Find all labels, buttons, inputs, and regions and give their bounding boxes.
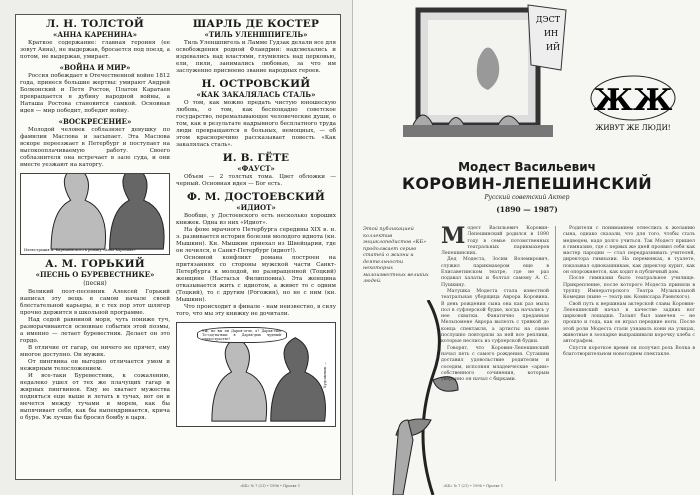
paragraph: Великий поэт-песенник Алексей Горький написал эту вещь в самом начале своей блестательной карьеры, и с тех пор этот шлягер прочно держится в школьной программе. <box>20 289 170 316</box>
person-role: Русский советский Актер <box>484 194 570 201</box>
speech-bubble: Уж, не вы ли Дарья-отче, а? Дарья-сын. То-сад-ва-ваш в Дарья-дых чудный-сладострастье! <box>197 327 287 343</box>
body-column-1 <box>441 223 549 383</box>
column-divider <box>555 226 556 481</box>
person-last-name: КОРОВИН-ЛЕПЕШИНСКИЙ <box>401 174 652 193</box>
body-column-2 <box>563 226 695 358</box>
logo-motto: ЖИВУТ ЖЕ ЛЮДИ! <box>595 124 671 132</box>
author-heading: ШАРЛЬ ДЕ КОСТЕР <box>192 18 320 30</box>
paragraph: Родители с пониманием отнеслись к желанию сына, однако сказали, что для того, чтобы стать медведем, надо долго учиться. Так Модест пришел в гимназию, где с первых же дней проявил себя как мастер пародии — стал передразнивать учителей, директора гимназии. На переменках, в туалете, показывал однокашникам, как директор курит, как он опорожняется, как ходит в публичный дом. <box>563 226 695 276</box>
paragraph: Вообще, у Достоевского есть несколько хороших книжек. Одна из них «Идиот». <box>176 213 336 226</box>
sign-text-1: ДЭСТ <box>536 15 561 24</box>
paragraph: Россия побеждает в Отечественной войне 1812 года, принеся большие жертвы: умирают Андрей Болконский и Петя Ростов, Платон Каратаев превращается в дубину народной войны, а Наташа Ростова становится самкой. Основная идея — мир победит, победит войну. <box>20 73 170 114</box>
paragraph: На фоне мрачного Петербурга середины XIX в. н. э. развивается история болезни молодого идиота (кн. Мышкин). Кн. Мышкин приехал из Швейцарии, где он лечился, в Санкт-Петербург (идиот!). <box>176 227 336 254</box>
page-footer: «КБ» № 7 (21) • 1996 • Проект 1 <box>443 484 504 488</box>
cartoon-side-caption: Художник ... <box>322 361 327 389</box>
paragraph: Над седой равниной моря, чуть пониже туч, разворачиваются основные события этой поэмы, а именно — летает буревестник. Делает он это гордо. <box>20 317 170 344</box>
paragraph: После гимназии было театральное училище. Прикрепление, после которого Модеста приняли в труппу Императорского Театра Музыкальной Комедии (ныне — театр им. Комиссара Раевского). <box>563 276 695 301</box>
work-title: «ТИЛЬ УЛЕНШПИГЕЛЬ» <box>204 30 308 39</box>
series-note: Этой публикацией коллектив энциклопедистов «КБ» продолжает серию статей о жизни и деятельности некоторых малоизвестных великих людей. <box>363 226 429 284</box>
right-page <box>352 0 700 495</box>
work-title: «КАК ЗАКАЛЯЛАСЬ СТАЛЬ» <box>196 90 316 99</box>
anna-karenina-cartoon <box>20 173 170 255</box>
paragraph: Матушка Модеста стала известной театральная уборщица Аврора Коровина. В день рождения сына она как раз мыла пол в суфлерской будке, когда начались у нее схватки. Фанатично преданная Мельпомене Аврора вылезть с трявкой до конца спектакля, а артисты на сцене послушно повторяли за ней все реплики, которые неслись из суфлерской будки. <box>441 288 549 345</box>
paragraph: О том, как можно предать чистую юношескую любовь, о том, как беспощадно советское государство, перемалывающее человеческие души, о том, как в результате надрывного бесплатного труда люди превращаются в больных, немощных, — об этом красноречиво рассказывает повесть «Как закалялась сталь». <box>176 100 336 148</box>
mirror-illustration <box>398 0 568 150</box>
sign-text-3: ИЙ <box>546 43 560 52</box>
author-heading: А. М. ГОРЬКИЙ <box>45 258 145 270</box>
paragraph: Молодой человек соблазняет девушку по фамилии Маслова и засыпает. Эта Маслова вскоре переезжает в Петербург и поступает на высокооплачиваемую работу. Своего соблазнителя она встречает в зале суда, и они вместе уезжают на каторгу. <box>20 127 170 168</box>
work-title: «ПЕСНЬ О БУРЕВЕСТНИКЕ» <box>35 270 155 279</box>
zhzh-logo <box>588 68 678 133</box>
right-column <box>176 15 336 431</box>
work-title: «АННА КАРЕНИНА» <box>52 30 138 39</box>
author-heading: И. В. ГЁТЕ <box>222 152 290 164</box>
sign-text-2: ИН <box>544 29 558 38</box>
paragraph: Дед Модеста, Зосим Волемирович, служил парикмахером еще в Елисаветинском театре, где не раз подавал халаты и болтал самому А. С. Пушкину. <box>441 257 549 288</box>
paragraph: От пингвина он выгодно отличается умом и нежирным телосложением. <box>20 359 170 372</box>
work-subtitle: (песня) <box>83 280 107 287</box>
work-title: «ИДИОТ» <box>236 203 276 212</box>
article-frame <box>15 14 341 480</box>
author-heading: Ф. М. ДОСТОЕВСКИЙ <box>186 191 326 203</box>
left-column <box>20 15 170 422</box>
logo-letters: ЖЖ <box>593 83 673 118</box>
paragraph: одест Васильевич Коровин-Лепешинский родился в 1890 году в семье потомственных театральных парикмахеров Лепешинских. <box>441 226 549 257</box>
person-years: (1890 — 1987) <box>496 205 558 214</box>
author-heading: Л. Н. ТОЛСТОЙ <box>46 18 144 30</box>
paragraph: Свой путь к вершинам актерской славы Коровин-Лепешинский начал в качестве задних ног цирковой лошадки. Талант был замечен — не прошло и года, как он играл передние ноги. После этой роли Модеста стали узнавать кони на улицах, животные в зоопарке выпрашивали корочку хлеба с автографом. <box>563 301 695 345</box>
drop-cap: М <box>441 223 466 249</box>
person-first-name: Модест Васильевич <box>458 160 596 174</box>
work-title: «ФАУСТ» <box>237 164 275 173</box>
idiot-cartoon <box>176 322 336 427</box>
paragraph: Спустя короткое время он получил роль Волка в благотворительном новогоднем спектакле. <box>563 345 695 357</box>
work-title: «ВОСКРЕСЕНИЕ» <box>58 117 132 126</box>
paragraph: Говорят, что Коровин-Лепешинский начал петь с самого рождения. Суташим доставил удовольствие родителям и соседям, исполняя младенческие «арии» собственного сочинения, которым уверенно он начал с бирками. <box>441 345 549 383</box>
author-heading: Н. ОСТРОВСКИЙ <box>201 78 311 90</box>
paragraph: Что происходит в финале - нам неизвестно, в силу того, что мы эту книжку не дочитали. <box>176 304 336 317</box>
paragraph: Тиль Уленшпигель и Ламме Гудзак делали все для освобождения родной Фландрии: надсмехались и издевались над властями, глумились над церковью, ели, пили, занимались любовью, за что им заслуженно присвоено звание народных героев. <box>176 40 336 74</box>
work-title: «ВОЙНА И МИР» <box>59 63 131 72</box>
cartoon-caption: Иллюстрация А. Бирюшенского к роману «Анна Каренина» <box>24 248 136 252</box>
page-footer: «КБ» № 7 (21) • 1996 • Проект 1 <box>240 484 301 488</box>
paragraph: В отличие от гагар, он ничего не прячет, ему многое доступно. Он мужик. <box>20 345 170 358</box>
paragraph: Краткое содержание: главная героиня (ее зовут Анна), не выдержав, бросается под поезд, а потом, не выдержав, умирает. <box>20 40 170 60</box>
paragraph: Основной конфликт романа построен на притязаниях со стороны мужской части Санкт-Петербурга к молодой, но развращенной (Тоцкий) женщине (Настасья Филипповна). Эта женщина отказывается жить с идиотом, а живет то с одним (Тоцкий), то с другим (Рогожин), но не с ним (кн. Мышкин). <box>176 255 336 303</box>
paragraph: И все-таки Буревестник, к сожалению, недалеко ушел от тех же плачущих гагар и жирных пингвинов. Ему не хватает мужества подняться еще выше и летать в тучах, вот он и мечется между тучами и морем, как бы выпячивает себя, как бы выпендривается, крича о буре. Уж лучше бы бросил бомбу в царя. <box>20 373 170 421</box>
paragraph: Объем — 2 толстых тома. Цвет обложки — черный. Основная идея — Бог есть. <box>176 174 336 187</box>
